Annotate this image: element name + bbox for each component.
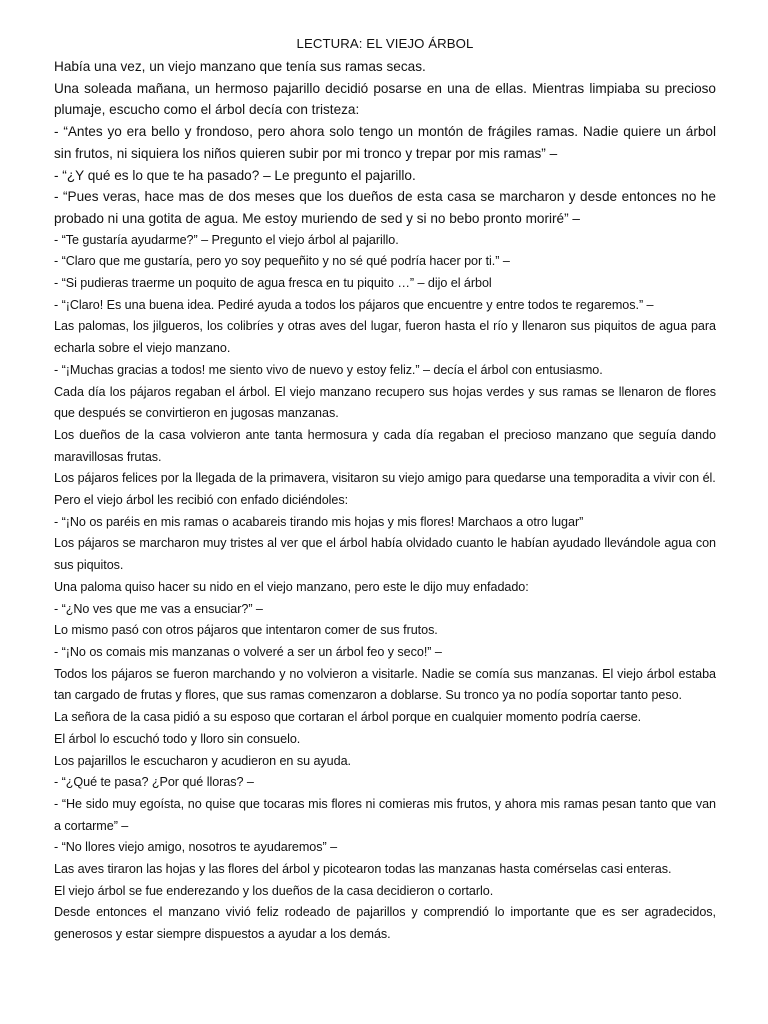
- paragraph-7: - “Claro que me gustaría, pero yo soy pequeñito y no sé qué podría hacer por ti.” –: [54, 254, 510, 269]
- paragraph-13: Los dueños de la casa volvieron ante tanta hermosura y cada día regaban el precioso manzano que seguía dando maravillosas frutas.: [54, 427, 716, 464]
- paragraph-31: Desde entonces el manzano vivió feliz rodeado de pajarillos y comprendió lo importante que es ser agradecidos, generosos y estar siempre dispuestos a ayudar a los demás.: [54, 905, 716, 942]
- paragraph-17: Los pájaros se marcharon muy tristes al ver que el árbol había olvidado cuanto le habían ayudado llevándole agua con sus piquitos.: [54, 536, 716, 573]
- paragraph-2: Una soleada mañana, un hermoso pajarillo decidió posarse en una de ellas. Mientras limpiaba su precioso plumaje, escucho como el árbol decía con tristeza:: [54, 80, 716, 118]
- paragraph-1: Había una vez, un viejo manzano que tenía sus ramas secas.: [54, 59, 426, 74]
- paragraph-16: - “¡No os paréis en mis ramas o acabareis tirando mis hojas y mis flores! Marchaos a otro lugar”: [54, 514, 584, 529]
- paragraph-25: Los pajarillos le escucharon y acudieron en su ayuda.: [54, 753, 351, 768]
- paragraph-4: - “¿Y qué es lo que te ha pasado? – Le pregunto el pajarillo.: [54, 167, 416, 183]
- document-title: LECTURA: EL VIEJO ÁRBOL: [296, 36, 474, 51]
- paragraph-3: - “Antes yo era bello y frondoso, pero ahora solo tengo un montón de frágiles ramas. Nadie quiere un árbol sin frutos, ni siquiera los niños quieren subir por mi tronco y trepar por mis ramas” –: [54, 124, 716, 161]
- paragraph-9: - “¡Claro! Es una buena idea. Pediré ayuda a todos los pájaros que encuentre y entre todos te regaremos.” –: [54, 297, 654, 312]
- paragraph-5: - “Pues veras, hace mas de dos meses que los dueños de esta casa se marcharon y desde entonces no he probado ni una gotita de agua. Me estoy muriendo de sed y si no bebo pronto moriré” –: [54, 189, 716, 226]
- paragraph-30: El viejo árbol se fue enderezando y los dueños de la casa decidieron o cortarlo.: [54, 883, 494, 898]
- paragraph-18: Una paloma quiso hacer su nido en el viejo manzano, pero este le dijo muy enfadado:: [54, 579, 529, 594]
- paragraph-14: Los pájaros felices por la llegada de la primavera, visitaron su viejo amigo para quedarse una temporadita a vivir con él.: [54, 471, 716, 486]
- paragraph-20: Lo mismo pasó con otros pájaros que intentaron comer de sus frutos.: [54, 623, 438, 638]
- paragraph-21: - “¡No os comais mis manzanas o volveré a ser un árbol feo y seco!” –: [54, 644, 442, 659]
- paragraph-8: - “Si pudieras traerme un poquito de agua fresca en tu piquito …” – dijo el árbol: [54, 276, 492, 291]
- paragraph-10: Las palomas, los jilgueros, los colibríes y otras aves del lugar, fueron hasta el río y llenaron sus piquitos de agua para echarla sobre el viejo manzano.: [54, 319, 716, 356]
- paragraph-24: El árbol lo escuchó todo y lloro sin consuelo.: [54, 731, 301, 746]
- paragraph-6: - “Te gustaría ayudarme?” – Pregunto el viejo árbol al pajarillo.: [54, 232, 399, 247]
- document-page: [54, 34, 716, 946]
- paragraph-22: Todos los pájaros se fueron marchando y no volvieron a visitarle. Nadie se comía sus manzanas. El viejo árbol estaba tan cargado de frutas y flores, que sus ramas comenzaron a doblarse. Su tronco ya no podía soportar tanto peso.: [54, 666, 716, 703]
- paragraph-19: - “¿No ves que me vas a ensuciar?” –: [54, 601, 263, 616]
- paragraph-27: - “He sido muy egoísta, no quise que tocaras mis flores ni comieras mis frutos, y ahora mis ramas pesan tanto que van a cortarme” –: [54, 796, 716, 833]
- paragraph-15: Pero el viejo árbol les recibió con enfado diciéndoles:: [54, 493, 349, 508]
- paragraph-12: Cada día los pájaros regaban el árbol. El viejo manzano recupero sus hojas verdes y sus ramas se llenaron de flores que después se convirtieron en jugosas manzanas.: [54, 384, 716, 421]
- paragraph-29: Las aves tiraron las hojas y las flores del árbol y picotearon todas las manzanas hasta comérselas casi enteras.: [54, 862, 672, 877]
- paragraph-11: - “¡Muchas gracias a todos! me siento vivo de nuevo y estoy feliz.” – decía el árbol con entusiasmo.: [54, 362, 603, 377]
- paragraph-28: - “No llores viejo amigo, nosotros te ayudaremos” –: [54, 840, 338, 855]
- paragraph-23: La señora de la casa pidió a su esposo que cortaran el árbol porque en cualquier momento podría caerse.: [54, 710, 642, 725]
- paragraph-26: - “¿Qué te pasa? ¿Por qué lloras? –: [54, 775, 254, 790]
